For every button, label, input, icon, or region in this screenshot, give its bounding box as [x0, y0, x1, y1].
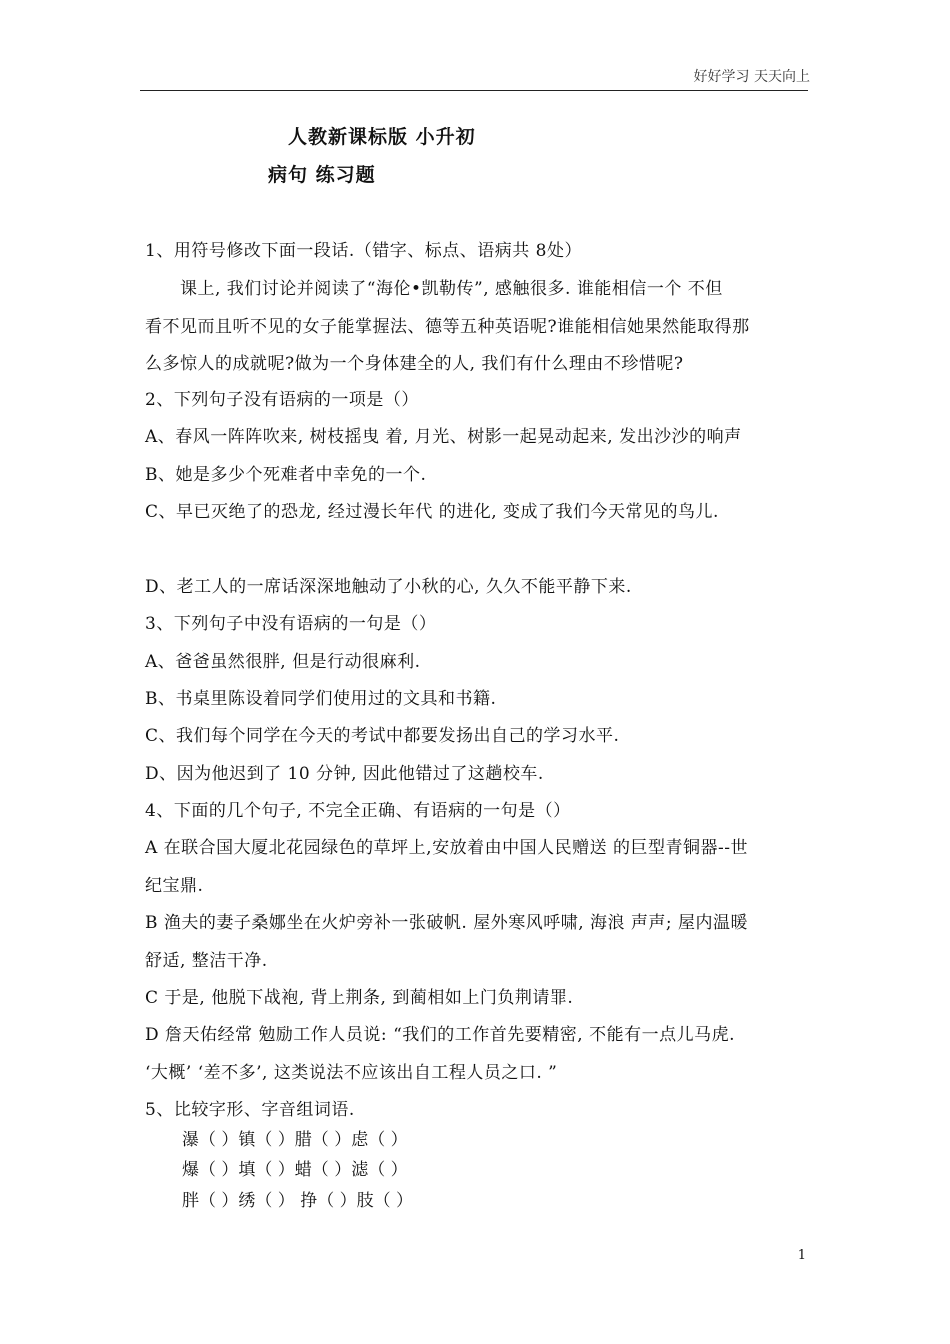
q2-option-a: A、春风一阵阵吹来, 树枝摇曳 着, 月光、树影一起晃动起来, 发出沙沙的响声: [145, 427, 742, 447]
q5-row2: 爆（ ）填（ ）蜡（ ）滤（ ）: [182, 1160, 408, 1180]
q3-option-b: B、书桌里陈设着同学们使用过的文具和书籍.: [145, 689, 497, 709]
q3-option-a: A、爸爸虽然很胖, 但是行动很麻利.: [145, 652, 421, 672]
q5-row1: 瀑（ ）镇（ ）腊（ ）虑（ ）: [182, 1130, 408, 1150]
q2-option-d: D、老工人的一席话深深地触动了小秋的心, 久久不能平静下来.: [145, 577, 632, 597]
header-rule: [140, 90, 808, 91]
q4-option-b-line2: 舒适, 整洁干净.: [145, 951, 268, 971]
q4-option-a-line2: 纪宝鼎.: [145, 876, 204, 896]
q3-option-d: D、因为他迟到了 10 分钟, 因此他错过了这趟校车.: [145, 764, 544, 784]
q3-option-c: C、我们每个同学在今天的考试中都要发扬出自己的学习水平.: [145, 726, 620, 746]
q4-stem: 4、下面的几个句子, 不完全正确、有语病的一句是（）: [145, 801, 571, 821]
q1-para-line2: 看不见而且听不见的女子能掌握法、德等五种英语呢?谁能相信她果然能取得那: [145, 317, 750, 337]
q4-option-c: C 于是, 他脱下战袍, 背上荆条, 到蔺相如上门负荆请罪.: [145, 988, 574, 1008]
q2-stem: 2、下列句子没有语病的一项是（）: [145, 390, 419, 410]
q2-option-b: B、她是多少个死难者中幸免的一个.: [145, 465, 427, 485]
q1-para-line3: 么多惊人的成就呢?做为一个身体建全的人, 我们有什么理由不珍惜呢?: [145, 354, 684, 374]
q5-row3: 胖（ ）绣（ ） 挣（ ）肢（ ）: [182, 1191, 414, 1211]
q4-option-b-line1: B 渔夫的妻子桑娜坐在火炉旁补一张破帆. 屋外寒风呼啸, 海浪 声声; 屋内温暖: [145, 913, 749, 933]
q3-stem: 3、下列句子中没有语病的一句是（）: [145, 614, 437, 634]
q4-option-a-line1: A 在联合国大厦北花园绿色的草坪上,安放着由中国人民赠送 的巨型青铜器--世: [145, 838, 748, 858]
title-line1: 人教新课标版 小升初: [288, 126, 476, 148]
q5-stem: 5、比较字形、字音组词语.: [145, 1100, 355, 1120]
q1-para-line1: 课上, 我们讨论并阅读了“海伦•凯勒传”, 感触很多. 谁能相信一个 不但: [180, 279, 723, 299]
q2-option-c: C、早已灭绝了的恐龙, 经过漫长年代 的进化, 变成了我们今天常见的鸟儿.: [145, 502, 719, 522]
q1-stem: 1、用符号修改下面一段话.（错字、标点、语病共 8处）: [145, 241, 582, 261]
q4-option-d-line2: ‘大概’ ‘差不多’, 这类说法不应该出自工程人员之口. ”: [145, 1063, 558, 1083]
header-text: 好好学习 天天向上: [693, 69, 810, 85]
q4-option-d-line1: D 詹天佑经常 勉励工作人员说: “我们的工作首先要精密, 不能有一点儿马虎.: [145, 1025, 735, 1045]
title-line2: 病句 练习题: [268, 164, 376, 186]
page-number: 1: [797, 1248, 806, 1263]
